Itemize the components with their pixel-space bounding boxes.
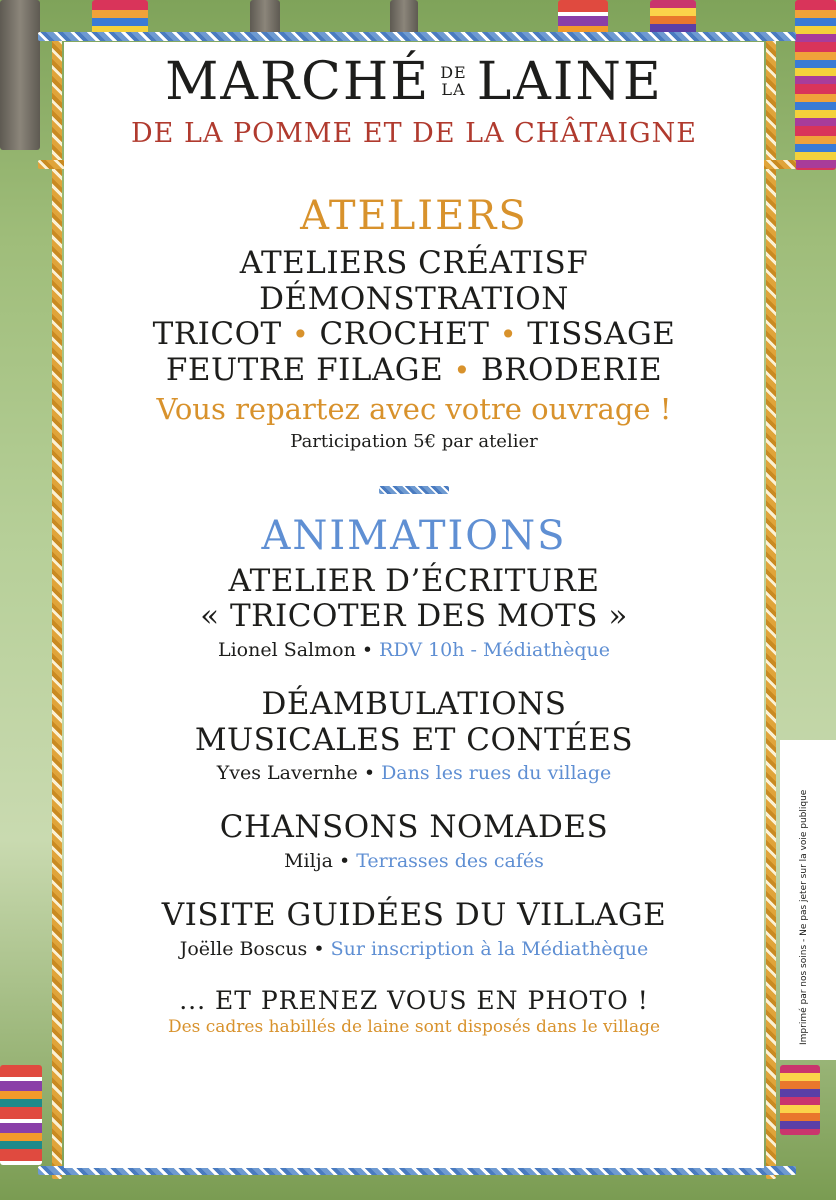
- ateliers-line: DÉMONSTRATION: [259, 280, 569, 317]
- section-divider: [379, 486, 449, 494]
- tree-trunk: [250, 0, 280, 36]
- print-note: Imprimé par nos soins - Ne pas jeter sur la voie publique: [799, 789, 809, 1045]
- animation-details: [64, 938, 764, 960]
- title-de: DE: [440, 63, 467, 83]
- animation-location: Terrasses des cafés: [356, 850, 544, 873]
- ateliers-highlight: Vous repartez avec votre ouvrage !: [156, 391, 672, 426]
- title-de-la: [440, 65, 467, 99]
- ateliers-price-note: Participation 5€ par atelier: [290, 430, 538, 452]
- photo-title: ... ET PRENEZ VOUS EN PHOTO !: [179, 985, 649, 1015]
- animation-details: [64, 639, 764, 661]
- ateliers-line: [64, 353, 764, 389]
- ateliers-line: ATELIERS CRÉATISF: [239, 245, 589, 281]
- poster-title: [64, 52, 764, 112]
- rope-frame-top: [38, 32, 796, 41]
- animation-title: VISITE GUIDÉES DU VILLAGE: [161, 897, 667, 934]
- bullet-dot: •: [338, 850, 351, 873]
- ateliers-title: ATELIERS: [300, 193, 528, 239]
- poster-subtitle: DE LA POMME ET DE LA CHÂTAIGNE: [131, 118, 697, 149]
- animation-item: [64, 898, 764, 960]
- poster-panel: [64, 42, 764, 1168]
- animation-location: RDV 10h - Médiathèque: [379, 639, 611, 662]
- animation-location: Sur inscription à la Médiathèque: [330, 937, 649, 960]
- animation-person: Joëlle Boscus: [179, 937, 308, 960]
- title-la: LA: [441, 80, 466, 99]
- rope-frame-right: [766, 34, 776, 1179]
- animation-person: Lionel Salmon: [217, 639, 356, 662]
- animation-details: [64, 850, 764, 872]
- rope-frame-left: [52, 34, 62, 1179]
- workshop-broderie: BRODERIE: [480, 351, 663, 388]
- knitted-tree-trunk: [558, 0, 608, 36]
- animation-person: Milja: [284, 850, 333, 873]
- workshop-tissage: TISSAGE: [527, 316, 676, 353]
- animation-item: [64, 564, 764, 661]
- knitted-tree-trunk: [650, 0, 696, 36]
- animation-title: « TRICOTER DES MOTS »: [200, 598, 628, 635]
- tree-trunk: [390, 0, 418, 36]
- animation-details: [64, 762, 764, 784]
- animation-title: ATELIER D’ÉCRITURE: [228, 562, 600, 599]
- animations-title: ANIMATIONS: [261, 512, 567, 559]
- animation-title: MUSICALES ET CONTÉES: [194, 721, 634, 758]
- ateliers-line: [64, 317, 764, 353]
- knitted-tree-trunk: [92, 0, 148, 36]
- poster-header: [64, 42, 764, 160]
- animation-item: [64, 687, 764, 784]
- bullet-dot: •: [499, 318, 517, 352]
- bullet-dot: •: [292, 318, 310, 352]
- knitted-tree-trunk: [795, 0, 836, 170]
- knitted-tree-trunk: [0, 1065, 42, 1165]
- poster-content: [64, 160, 764, 1037]
- animation-title: CHANSONS NOMADES: [219, 809, 609, 846]
- workshop-feutre-filage: FEUTRE FILAGE: [165, 351, 444, 388]
- knitted-tree-trunk: [780, 1065, 820, 1135]
- bullet-dot: •: [313, 937, 325, 960]
- animation-item: [64, 810, 764, 872]
- animation-location: Dans les rues du village: [381, 762, 612, 785]
- tree-trunk: [0, 0, 40, 150]
- bullet-dot: •: [361, 639, 374, 662]
- title-marche: MARCHÉ: [165, 52, 431, 112]
- title-laine: LAINE: [476, 52, 663, 112]
- animation-title: DÉAMBULATIONS: [261, 686, 567, 723]
- workshop-tricot: TRICOT: [152, 316, 282, 353]
- photo-subtitle: Des cadres habillés de laine sont disposés dans le village: [167, 1016, 661, 1037]
- bullet-dot: •: [363, 762, 376, 785]
- animation-person: Yves Lavernhe: [216, 762, 358, 785]
- bullet-dot: •: [453, 353, 471, 387]
- workshop-crochet: CROCHET: [319, 316, 490, 353]
